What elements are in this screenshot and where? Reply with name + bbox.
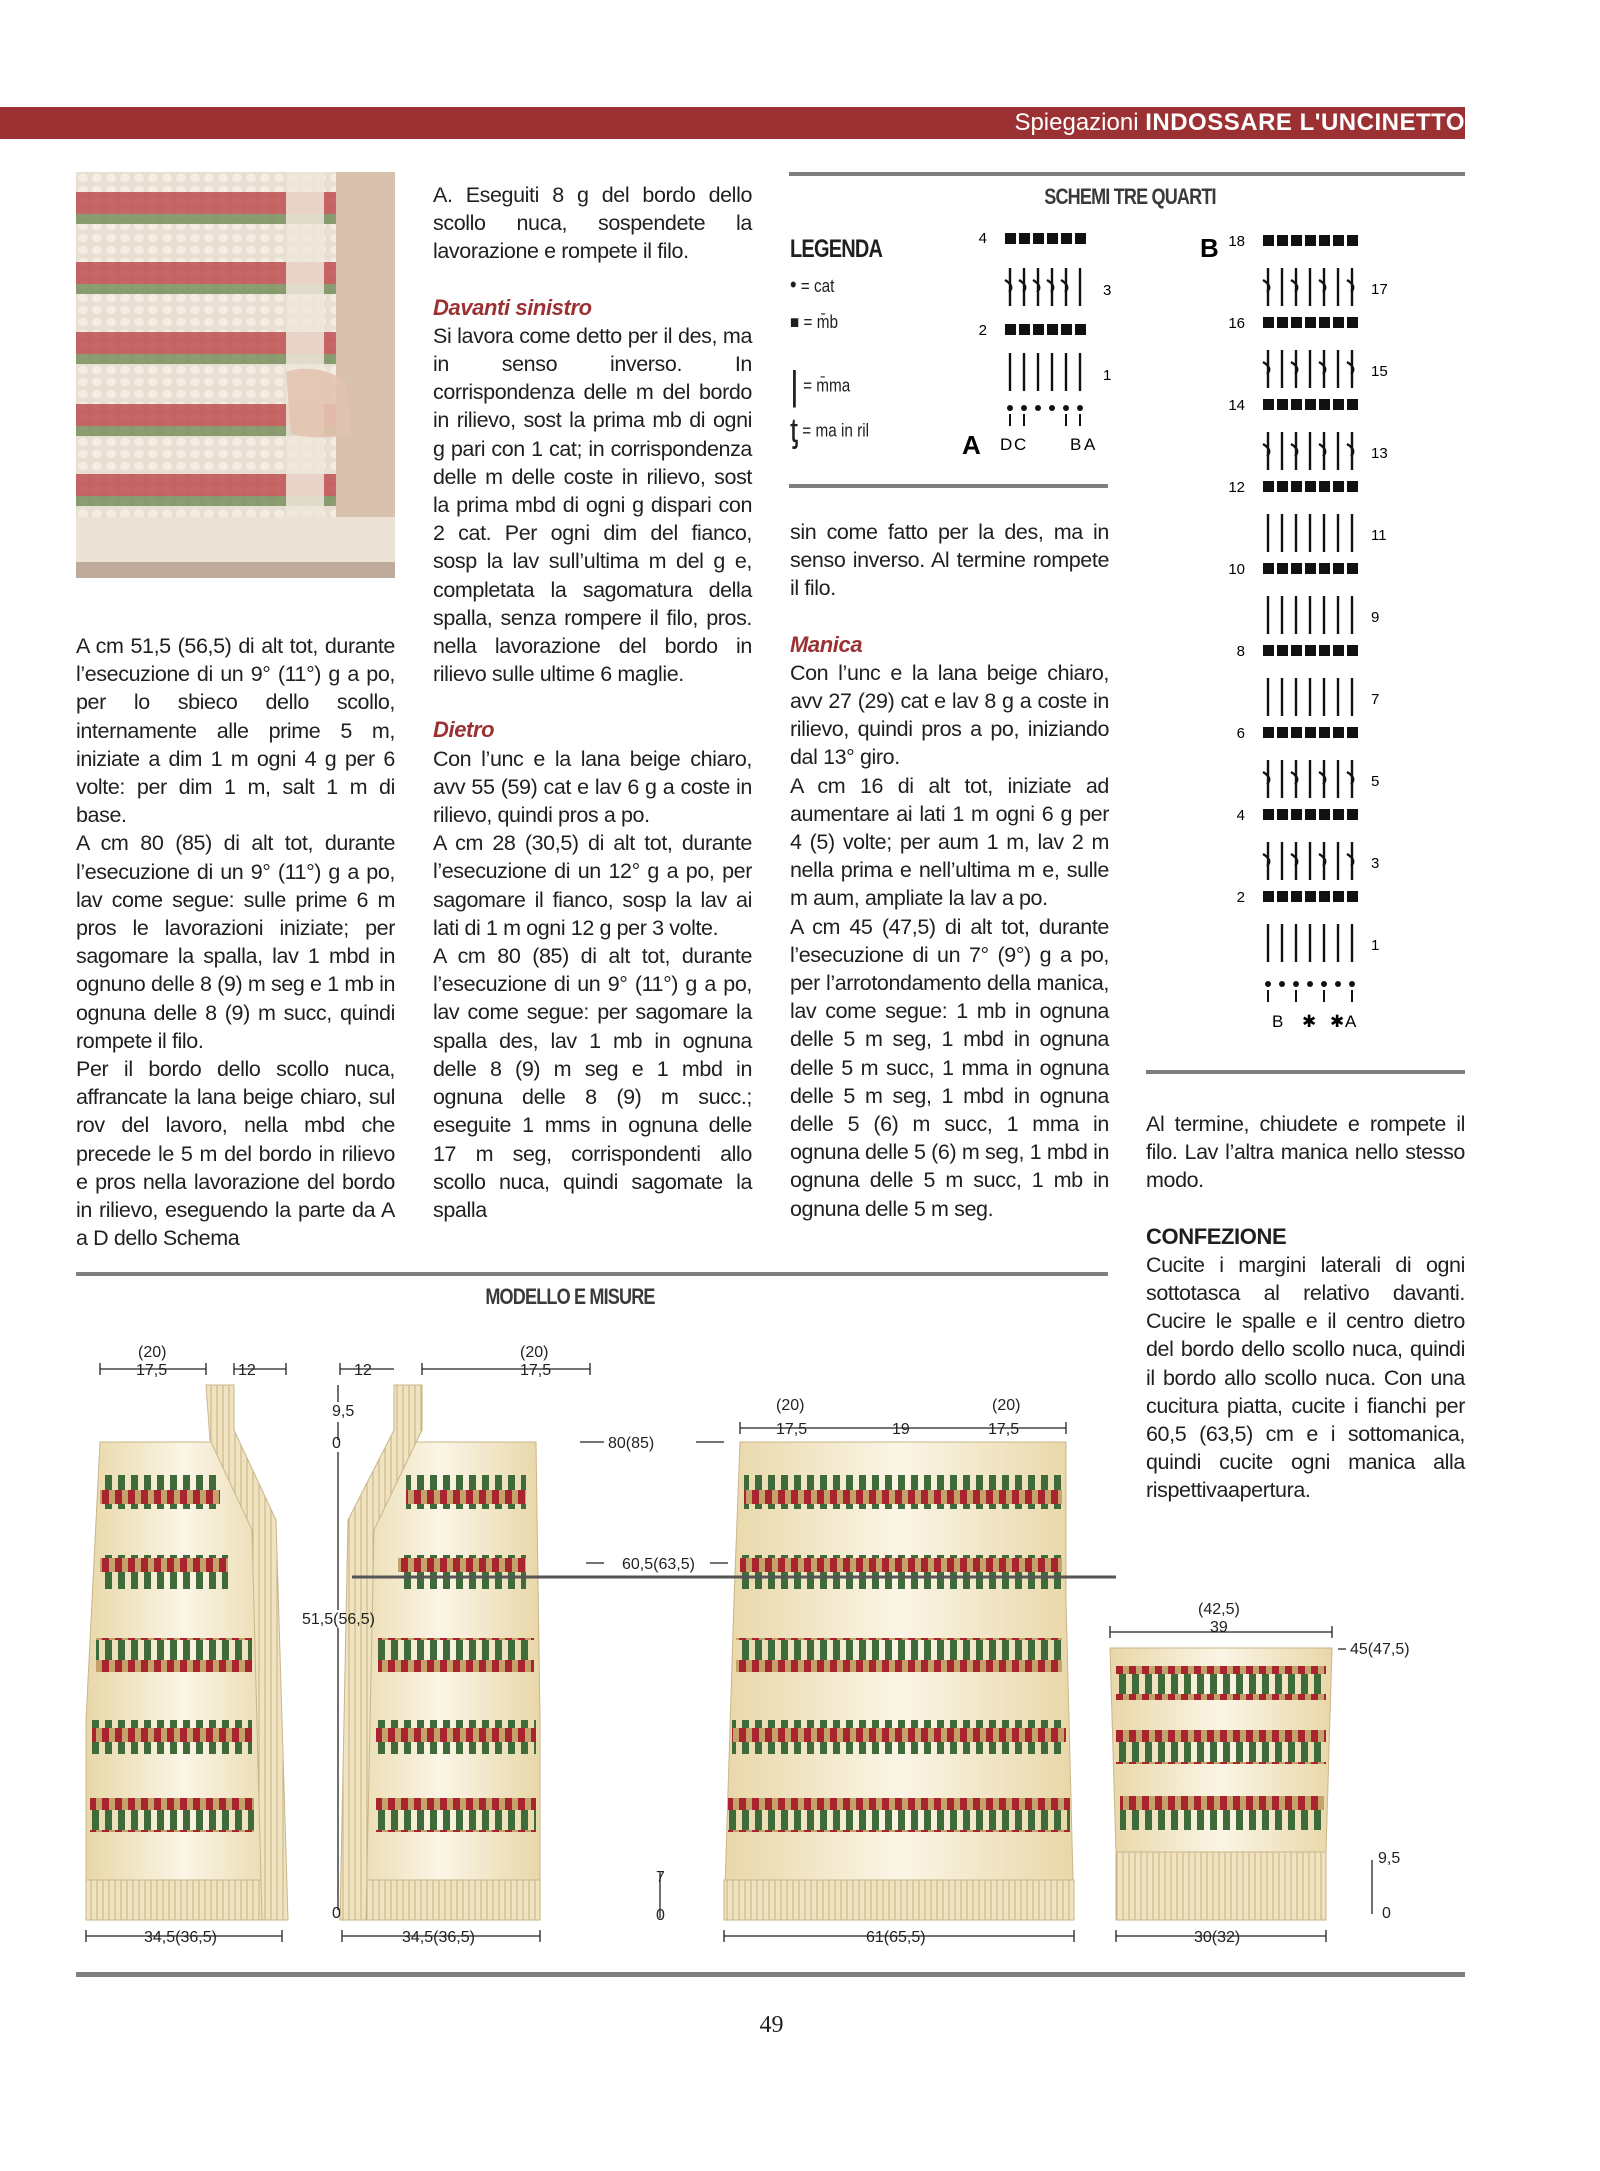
chart-b-dots <box>1265 981 1355 987</box>
chart-b-square <box>1305 317 1316 328</box>
chart-b-stitch <box>1263 760 1269 798</box>
chart-a-row-2: 2 <box>978 322 987 339</box>
sleeve-piece <box>1110 1648 1332 1920</box>
chart-b-square <box>1305 809 1316 820</box>
legend-label-cat: = cat <box>800 276 835 296</box>
chart-b-square <box>1319 645 1330 656</box>
chart-a-row-1: 1 <box>1103 367 1112 384</box>
chart-b-square <box>1333 235 1344 246</box>
chart-b-stitch <box>1319 350 1325 388</box>
dim-fl-bottom: 34,5(36,5) <box>144 1929 217 1946</box>
chart-b-stitch <box>1291 350 1297 388</box>
chart-b-square <box>1347 481 1358 492</box>
chart-a-squares <box>1005 233 1086 335</box>
chart-b-square <box>1333 481 1344 492</box>
dim-sleeve-height: 45(47,5) <box>1350 1641 1410 1658</box>
legend-item-mma <box>790 364 850 409</box>
dim-back-top1: 17,5 <box>776 1421 808 1438</box>
chart-b-row-6: 6 <box>1236 725 1245 742</box>
chart-b-stitch <box>1319 842 1325 880</box>
chart-b-stitch <box>1263 268 1269 306</box>
col4-intro: Al termine, chiudete e rompete il filo. Lav l’altra manica nello stesso modo. <box>1146 1112 1465 1193</box>
schemi-rule-right <box>1146 1070 1465 1074</box>
manica-para-1: Con l’unc e la lana beige chiaro, avv 27 (29) cat e lav 8 g a coste in rilievo, quindi pros a po, iniziando dal 13° giro. <box>790 660 1109 770</box>
chart-b-row-4: 4 <box>1236 807 1245 824</box>
dim-fl-top-alt: (20) <box>138 1344 167 1361</box>
chart-b-square <box>1319 399 1330 410</box>
dim-fr-bottom: 34,5(36,5) <box>402 1929 475 1946</box>
column-2 <box>433 181 752 1224</box>
dim-fl-height: 51,5(56,5) <box>302 1611 375 1628</box>
chart-b-square <box>1333 399 1344 410</box>
dim-sleeve-zero: 0 <box>1382 1905 1391 1922</box>
chart-b-square <box>1263 809 1274 820</box>
chart-b-square <box>1291 891 1302 902</box>
legend-raised-stitch-icon: ƫ <box>790 412 799 450</box>
chart-b-rows <box>1228 233 1387 962</box>
schemi-rule-top <box>789 172 1465 176</box>
front-piece-left <box>86 1385 288 1920</box>
chart-b-square <box>1319 317 1330 328</box>
dim-fl-neck: 9,5 <box>332 1403 355 1420</box>
legend-item-mb <box>790 312 838 333</box>
chart-b-square <box>1333 727 1344 738</box>
legend-bar-icon: | <box>790 364 799 408</box>
chart-a-label-d: D <box>1000 435 1013 454</box>
page-number: 49 <box>759 2012 784 2038</box>
chart-b-square <box>1305 481 1316 492</box>
chart-b-square <box>1263 645 1274 656</box>
chart-b-row-12: 12 <box>1228 479 1245 496</box>
chart-b-square <box>1305 645 1316 656</box>
chart-a-label-a: A <box>1084 435 1096 454</box>
chart-b-stitch <box>1319 268 1325 306</box>
chart-b-row-16: 16 <box>1228 315 1245 332</box>
col1-para-1: A cm 51,5 (56,5) di alt tot, durante l’esecuzione di un 9° (11°) g a po, per lo sbieco dello scollo, internamente alle prime 5 m, iniziate a dim 1 m ogni 4 g per 6 volte: per dim 1 m, salt 1 m di base. <box>76 634 395 828</box>
col1-para-3: Per il bordo dello scollo nuca, affrancate la lana beige chiaro, sul rov del lavoro, nella mbd che precede le 5 m del bordo in rilievo e pros nella lavorazione del bordo in rilievo, eseguendo la parte da A a D dello Schema <box>76 1057 395 1251</box>
chart-a-label-b: B <box>1070 435 1082 454</box>
schematic-diagram <box>76 1320 1476 1960</box>
dim-fr-top2: 17,5 <box>520 1362 552 1379</box>
chart-b-stitch <box>1347 432 1353 470</box>
chart-b-square <box>1291 235 1302 246</box>
chart-b-square <box>1319 727 1330 738</box>
chart-b-square <box>1277 481 1288 492</box>
dietro-para-1: Con l’unc e la lana beige chiaro, avv 55 (59) cat e lav 6 g a coste in rilievo, quindi pros a po. <box>433 746 752 828</box>
chart-b-square <box>1347 891 1358 902</box>
chart-b-square <box>1263 563 1274 574</box>
dim-center-h1: 80(85) <box>608 1435 655 1452</box>
dim-back-bottom: 61(65,5) <box>866 1929 926 1946</box>
confezione-title: CONFEZIONE <box>1146 1223 1287 1249</box>
dim-center-h2: 60,5(63,5) <box>622 1556 695 1573</box>
cardigan-photo <box>76 172 395 578</box>
manica-para-3: A cm 45 (47,5) di alt tot, durante l’esecuzione di un 7° (9°) g a po, per l’arrotondamento della manica, lav come segue: 1 mb in ognuna delle 5 m seg, 1 mbd in ognuna delle 5 m succ, 1 mma in ognuna delle 5 m seg, 1 mbd in ognuna delle 5 (6) m succ, 1 mma in ognuna delle 5 (6) m seg, 1 mbd in ognuna delle 5 m succ, 1 mb in ognuna delle 5 m seg. <box>790 914 1109 1221</box>
dim-fl-top1: 17,5 <box>136 1362 168 1379</box>
chart-b-square <box>1277 399 1288 410</box>
chart-b-square <box>1291 481 1302 492</box>
chart-b-square <box>1263 317 1274 328</box>
dim-fl-zero-bottom: 0 <box>332 1905 341 1922</box>
chart-b-square <box>1291 563 1302 574</box>
legend-dot-icon: • <box>790 272 797 297</box>
chart-b-row-17: 17 <box>1371 281 1388 298</box>
chart-b-square <box>1305 399 1316 410</box>
chart-b-stitch <box>1347 842 1353 880</box>
schemi-rule-mid <box>789 484 1108 488</box>
chart-b-square <box>1333 317 1344 328</box>
dim-fl-zero-top: 0 <box>332 1435 341 1452</box>
chart-b-square <box>1291 317 1302 328</box>
chart-b-square <box>1291 809 1302 820</box>
dietro-title: Dietro <box>433 717 495 743</box>
chart-a-dots <box>1007 405 1083 411</box>
chart-b-row-1: 1 <box>1371 937 1380 954</box>
cardigan-photo-illustration <box>76 172 395 578</box>
chart-b-stitch <box>1291 842 1297 880</box>
dim-center-h3: 7 <box>656 1869 665 1886</box>
chart-b-label-a: A <box>1345 1012 1357 1031</box>
chart-b-square <box>1277 317 1288 328</box>
dim-sleeve-alt: (42,5) <box>1198 1601 1240 1618</box>
chart-b-stitch <box>1291 760 1297 798</box>
dim-sleeve-cuff: 9,5 <box>1378 1850 1401 1867</box>
chart-b-row-14: 14 <box>1228 397 1245 414</box>
chart-a-base-ticks <box>1010 414 1080 426</box>
dim-back-alt-right: (20) <box>992 1397 1021 1414</box>
chart-b-stitch <box>1347 760 1353 798</box>
legend-label-ma-in-ril: = ma in ril <box>802 420 870 441</box>
chart-b-square <box>1347 645 1358 656</box>
chart-b-square <box>1305 891 1316 902</box>
chart-a-label-c: C <box>1014 435 1027 454</box>
chart-b-stitch <box>1291 268 1297 306</box>
chart-b-square <box>1263 727 1274 738</box>
legend-item-cat <box>790 272 834 298</box>
chart-b <box>1195 230 1410 1040</box>
dim-fr-top-alt: (20) <box>520 1344 549 1361</box>
chart-b-row-5: 5 <box>1371 773 1380 790</box>
column-1 <box>76 632 395 1252</box>
dim-back-alt-left: (20) <box>776 1397 805 1414</box>
chart-b-square <box>1277 645 1288 656</box>
dietro-para-3: A cm 80 (85) di alt tot, durante l’esecuzione di un 9° (11°) g a po, lav come segue: per sagomare la spalla des, lav 1 mb in ognuna delle 8 (9) m seg e 1 mbd in ognuna delle 8 (9) m succ.; eseguite 1 mms in ognuna delle 17 m seg, corrispondenti allo scollo nuca, quindi sagomate la spalla <box>433 944 752 1222</box>
confezione-text: Cucite i margini laterali di ogni sottotasca al relativo davanti. Cucire le spalle e il centro dietro del bordo dello scollo nuca, quindi il bordo allo scollo nuca. Con una cucitura piatta, cucite i fianchi per 60,5 (63,5) cm e i sottomanica, quindi cucite ogni manica alla rispettivaapertura. <box>1146 1252 1465 1503</box>
chart-b-label-star-2: ✱ <box>1330 1012 1345 1031</box>
chart-b-stitch <box>1291 432 1297 470</box>
chart-b-square <box>1305 727 1316 738</box>
dietro-para-2: A cm 28 (30,5) di alt tot, durante l’esecuzione di un 12° g a po, per sagomare il fianco, sosp la lav ai lati di 1 m ogni 12 g per 3 volte. <box>433 831 752 940</box>
header-section: Spiegazioni <box>1014 109 1139 136</box>
chart-b-square <box>1263 235 1274 246</box>
chart-b-row-10: 10 <box>1228 561 1245 578</box>
chart-b-square <box>1291 727 1302 738</box>
chart-b-row-11: 11 <box>1371 527 1387 544</box>
chart-b-stitch <box>1347 350 1353 388</box>
chart-a <box>960 228 1120 463</box>
chart-b-label-star-1: ✱ <box>1302 1012 1317 1031</box>
chart-b-label-b: B <box>1272 1012 1284 1031</box>
chart-b-row-13: 13 <box>1371 445 1388 462</box>
chart-b-square <box>1319 481 1330 492</box>
col2-intro: A. Eseguiti 8 g del bordo dello scollo nuca, sospendete la lavorazione e rompete il filo. <box>433 183 752 264</box>
chart-b-square <box>1319 563 1330 574</box>
chart-b-row-18: 18 <box>1228 233 1245 250</box>
chart-b-square <box>1347 727 1358 738</box>
chart-b-square <box>1277 891 1288 902</box>
chart-b-square <box>1305 563 1316 574</box>
schemi-title: SCHEMI TRE QUARTI <box>1044 184 1216 209</box>
chart-b-stitch <box>1319 760 1325 798</box>
chart-b-square <box>1347 809 1358 820</box>
modello-title: MODELLO E MISURE <box>485 1284 655 1309</box>
dim-sleeve-top: 39 <box>1210 1619 1228 1636</box>
chart-b-square <box>1347 563 1358 574</box>
dim-fr-top1: 12 <box>354 1362 372 1379</box>
manica-para-2: A cm 16 di alt tot, iniziate ad aumentare ai lati 1 m ogni 6 g per 4 (5) volte; per aum 1 m, lav 2 m nella prima e nell’ultima m e, sulle m aum, ampliate la lav a po. <box>790 773 1109 911</box>
chart-b-square <box>1347 235 1358 246</box>
chart-b-square <box>1277 563 1288 574</box>
chart-b-square <box>1291 399 1302 410</box>
dim-fl-top2: 12 <box>238 1362 256 1379</box>
chart-b-square <box>1277 235 1288 246</box>
chart-b-stitch <box>1347 268 1353 306</box>
chart-b-square <box>1305 235 1316 246</box>
dim-back-top2: 19 <box>892 1421 910 1438</box>
back-piece <box>724 1442 1074 1920</box>
davanti-sinistro-title: Davanti sinistro <box>433 294 592 320</box>
chart-a-row-4: 4 <box>978 230 987 247</box>
chart-b-square <box>1263 891 1274 902</box>
chart-b-square <box>1319 891 1330 902</box>
legend-label-mma: = m̄ma <box>803 375 851 396</box>
chart-b-square <box>1333 809 1344 820</box>
modello-rule-bottom <box>76 1972 1465 1977</box>
col1-para-2: A cm 80 (85) di alt tot, durante l’esecuzione di un 9° (11°) g a po, lav come segue: sulle prime 6 m pros le lavorazioni iniziate; per sagomare la spalla, lav 1 mbd in ognuno delle 8 (9) m seg e 1 mb in ognuna delle 8 (9) m succ, quindi rompete il filo. <box>76 831 395 1053</box>
col3-intro: sin come fatto per la des, ma in senso inverso. Al termine rompete il filo. <box>790 520 1109 601</box>
chart-b-base-ticks <box>1268 990 1352 1002</box>
header-magazine: INDOSSARE L'UNCINETTO <box>1145 109 1465 136</box>
manica-title: Manica <box>790 631 863 657</box>
chart-b-square <box>1263 481 1274 492</box>
chart-b-square <box>1347 317 1358 328</box>
chart-b-row-3: 3 <box>1371 855 1380 872</box>
legend-title: LEGENDA <box>790 235 883 263</box>
dim-sleeve-bottom: 30(32) <box>1194 1929 1241 1946</box>
chart-b-square <box>1291 645 1302 656</box>
chart-b-row-9: 9 <box>1371 609 1380 626</box>
chart-b-row-8: 8 <box>1236 643 1245 660</box>
legend-item-ma-in-ril <box>790 412 869 451</box>
chart-b-square <box>1277 727 1288 738</box>
column-3 <box>790 518 1109 1223</box>
chart-b-letter: B <box>1200 233 1219 263</box>
front-piece-right <box>340 1385 540 1920</box>
dim-center-zero: 0 <box>656 1907 665 1924</box>
chart-b-square <box>1319 809 1330 820</box>
chart-b-stitch <box>1319 432 1325 470</box>
davanti-sinistro-text: Si lavora come detto per il des, ma in senso inverso. In corrispondenza delle m del bordo in rilievo, sost la prima mb di ogni g pari con 1 cat; in corrispondenza delle m delle coste in rilievo, sost la prima mbd di ogni g dispari con 2 cat. Per ogni dim del fianco, sosp la lav sull’ultima m del g e, completata la sagomatura della spalla, senza rompere il filo, pros. nella lavorazione del bordo in rilievo sulle ultime 6 maglie. <box>433 323 752 687</box>
header-title <box>1014 107 1465 139</box>
chart-b-stitch <box>1263 350 1269 388</box>
legend-square-icon: ■ <box>790 312 800 332</box>
dim-back-top3: 17,5 <box>988 1421 1020 1438</box>
chart-b-square <box>1333 645 1344 656</box>
chart-b-row-15: 15 <box>1371 363 1388 380</box>
chart-b-square <box>1347 399 1358 410</box>
chart-a-row-3: 3 <box>1103 282 1112 299</box>
chart-b-square <box>1333 891 1344 902</box>
chart-b-stitch <box>1263 842 1269 880</box>
chart-b-row-7: 7 <box>1371 691 1380 708</box>
legend-label-mb: = m̄b <box>803 312 838 332</box>
chart-b-square <box>1319 235 1330 246</box>
modello-rule-top <box>76 1272 1108 1276</box>
chart-b-square <box>1277 809 1288 820</box>
chart-b-row-2: 2 <box>1236 889 1245 906</box>
chart-b-stitch <box>1263 432 1269 470</box>
chart-b-square <box>1333 563 1344 574</box>
chart-a-letter: A <box>962 430 981 460</box>
chart-b-square <box>1263 399 1274 410</box>
